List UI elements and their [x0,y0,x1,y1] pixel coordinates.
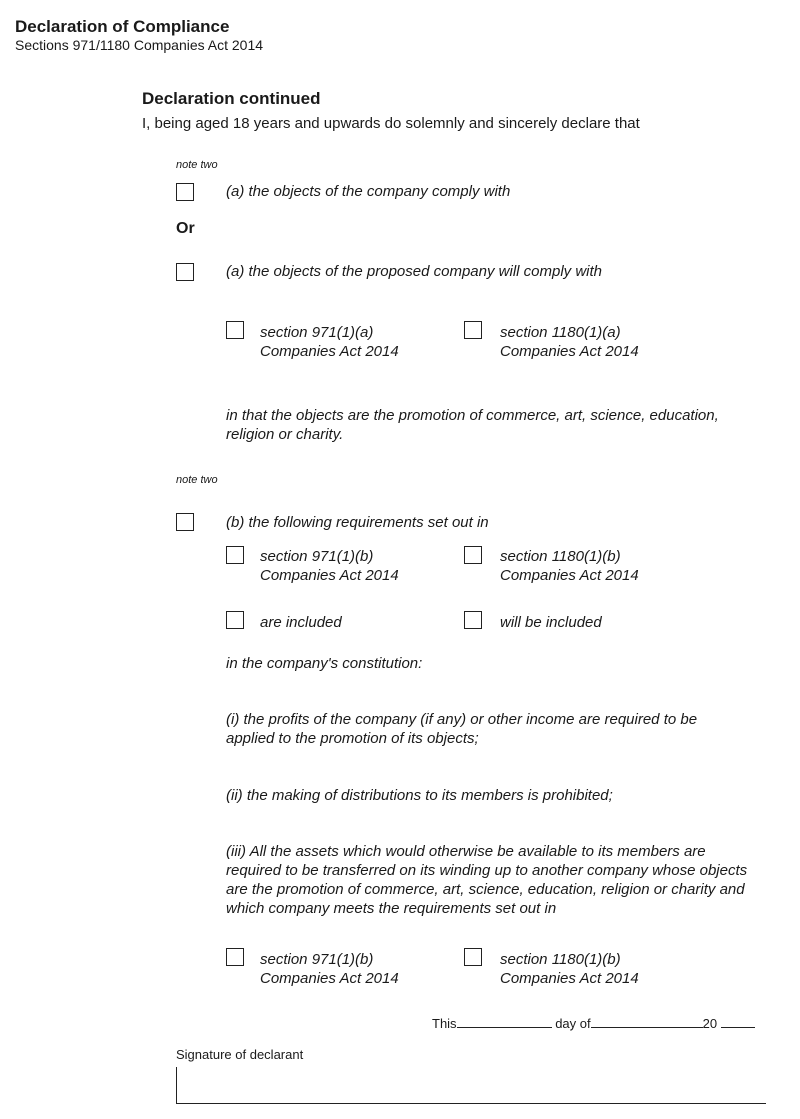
will-be-included-checkbox[interactable] [464,611,482,629]
objects-will-comply-checkbox[interactable] [176,263,194,281]
are-included-checkbox[interactable] [226,611,244,629]
final-section-971-1b-label: section 971(1)(b) Companies Act 2014 [260,951,399,987]
year-prefix: 20 [702,1016,718,1031]
section-971-1a-label: section 971(1)(a) Companies Act 2014 [260,324,399,360]
are-included-label: are included [260,614,342,631]
requirement-i: (i) the profits of the company (if any) or other income are required to be applied to the promotion of its objects; [226,711,698,747]
section-1180-1a-checkbox[interactable] [464,321,482,339]
objects-comply-checkbox[interactable] [176,183,194,201]
note-label: note two [176,159,218,171]
section-heading: Declaration continued [142,89,321,108]
section-971-1b-label: section 971(1)(b) Companies Act 2014 [260,548,399,584]
this-label: This [432,1016,457,1031]
requirement-ii: (ii) the making of distributions to its members is prohibited; [226,787,613,804]
day-field[interactable] [457,1015,552,1028]
form-subtitle: Sections 971/1180 Companies Act 2014 [15,37,264,53]
month-field[interactable] [591,1015,703,1028]
section-1180-1b-checkbox[interactable] [464,546,482,564]
section-1180-1a-label: section 1180(1)(a) Companies Act 2014 [500,324,639,360]
requirement-iii: (iii) All the assets which would otherwise be available to its members are required to be transferred on its winding up to another company whose objects are the promotion of commerce, art, science, education, religion or charity and which company meets the requirements set out in [226,843,748,917]
requirements-label: (b) the following requirements set out in [226,514,489,531]
or-label: Or [176,220,195,237]
form-title: Declaration of Compliance [15,17,230,36]
signature-label: Signature of declarant [176,1047,304,1062]
date-line [432,1015,755,1031]
final-section-1180-1b-checkbox[interactable] [464,948,482,966]
intro-text: I, being aged 18 years and upwards do solemnly and sincerely declare that [142,115,640,132]
objects-comply-label: (a) the objects of the company comply with [226,183,511,200]
section-1180-1b-label: section 1180(1)(b) Companies Act 2014 [500,548,639,584]
section-971-1b-checkbox[interactable] [226,546,244,564]
year-field[interactable] [721,1015,755,1028]
requirements-checkbox[interactable] [176,513,194,531]
note-label: note two [176,474,218,486]
objects-will-comply-label: (a) the objects of the proposed company will comply with [226,263,603,280]
signature-field[interactable] [176,1067,766,1104]
objects-purpose-text: in that the objects are the promotion of commerce, art, science, education, religion or charity. [226,407,719,443]
will-be-included-label: will be included [500,614,602,631]
section-971-1a-checkbox[interactable] [226,321,244,339]
day-of-label: day of [555,1016,591,1031]
constitution-text: in the company's constitution: [226,655,423,672]
final-section-1180-1b-label: section 1180(1)(b) Companies Act 2014 [500,951,639,987]
final-section-971-1b-checkbox[interactable] [226,948,244,966]
